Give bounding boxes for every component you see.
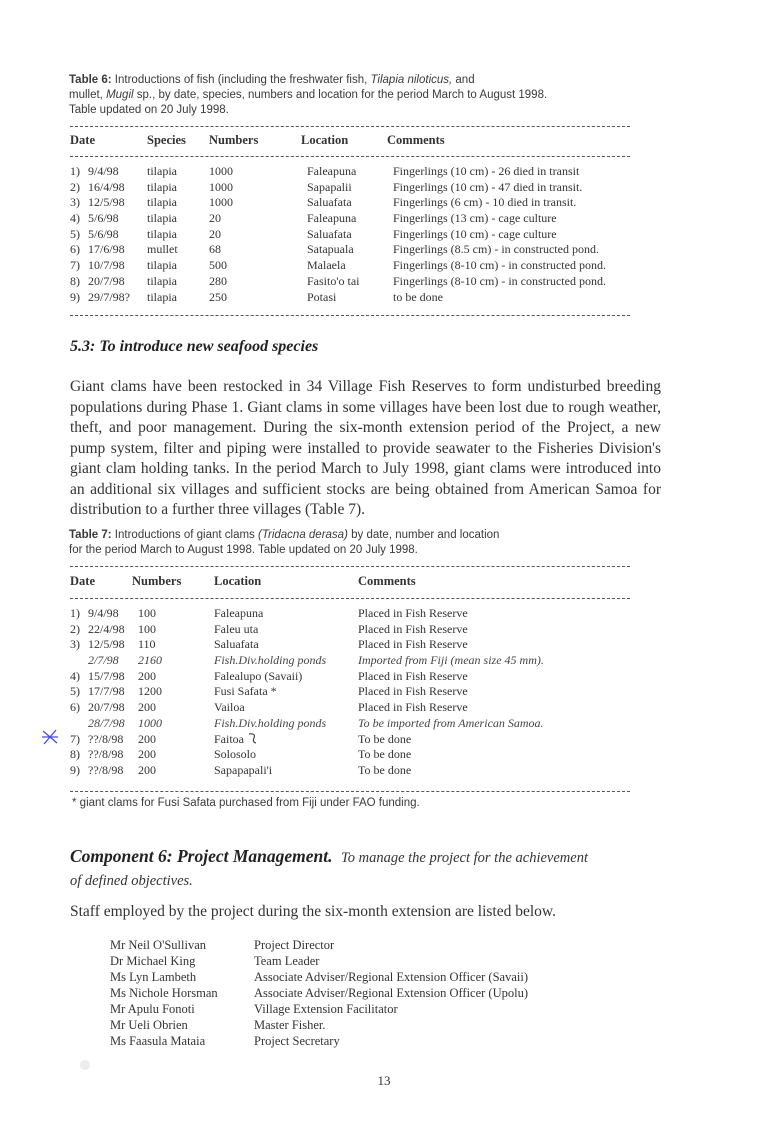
table-cell: Placed in Fish Reserve [358, 668, 468, 683]
table-cell: Placed in Fish Reserve [358, 700, 468, 715]
table6-caption: Table 6: Introductions of fish (including the freshwater fish, Tilapia niloticus, and mullet, Mugil sp., by date, species, numbers and location for the period March to August 1998. Table updated on 20 July 1998. [69, 74, 548, 116]
table-cell: 100 [138, 621, 156, 636]
table-spacer [180, 732, 214, 748]
table-row [70, 763, 544, 779]
table-cell: To be imported from American Samoa. [358, 715, 544, 730]
table-cell: Saluafata [307, 195, 352, 210]
table-cell: Fish.Div.holding ponds [214, 715, 327, 730]
table-cell: Placed in Fish Reserve [358, 606, 468, 620]
table-cell: 7) [70, 731, 80, 746]
table-cell: ??/8/98 [88, 762, 124, 777]
table-cell [70, 653, 88, 669]
table-cell: Sapapalii [307, 179, 352, 194]
table-cell: Fusi Safata * [214, 684, 277, 699]
staff-name: Dr Michael King [110, 954, 196, 968]
table-cell: to be done [393, 289, 443, 304]
table-cell: 4) [70, 668, 80, 683]
table-cell: 17/6/98 [88, 242, 125, 257]
table-cell: To be done [358, 762, 412, 777]
table-cell: Faleapuna [214, 606, 264, 620]
table-cell: Potasi [307, 289, 337, 304]
table-spacer [180, 637, 214, 653]
table-cell: 28/7/98 [88, 715, 125, 730]
page-number: 13 [377, 1073, 391, 1088]
table-row [70, 164, 606, 180]
table-row [70, 732, 544, 748]
table-spacer [180, 669, 214, 685]
table-cell: Sapapapali'i [214, 762, 273, 777]
table-cell: 200 [138, 700, 156, 715]
table-cell: 1) [70, 606, 80, 620]
table-cell: Faleapuna [307, 164, 357, 178]
table-cell: 5) [70, 226, 80, 241]
table-row [70, 242, 606, 258]
table-cell: 200 [138, 731, 156, 746]
table-cell: 7) [70, 258, 80, 273]
table6-header: Date Species Numbers Location Comments [70, 133, 445, 147]
staff-name: Ms Nichole Horsman [110, 986, 218, 1000]
table-row [70, 195, 606, 211]
table-cell: 9) [70, 762, 80, 777]
table-cell: 6) [70, 700, 80, 715]
component6-intro: Staff employed by the project during the six-month extension are listed below. [70, 903, 556, 920]
table-cell: tilapia [147, 164, 177, 178]
table-cell: Placed in Fish Reserve [358, 621, 468, 636]
table-cell: tilapia [147, 273, 177, 288]
table7-body [70, 606, 544, 779]
table-cell: 16/4/98 [88, 179, 125, 194]
staff-role: Team Leader [254, 954, 320, 968]
table-cell: Fingerlings (8-10 cm) - in constructed pond. [393, 258, 606, 273]
table-cell: 1) [70, 164, 80, 178]
table7-rule-header [70, 598, 630, 599]
table-cell: 5/6/98 [88, 226, 119, 241]
table-row [70, 622, 544, 638]
handwritten-squiggle-mark [246, 731, 260, 745]
section-paragraph: Giant clams have been restocked in 34 Village Fish Reserves to form undisturbed breeding populations during Phase 1. Giant clams in some villages have been lost due to rough weather, theft, and poor management. During the six-month extension period of the Project, a new pump system, filter and piping were installed to provide seawater to the Fisheries Division's giant clam holding tanks. In the period March to July 1998, giant clams were introduced into an additional six villages and sufficient stocks are being obtained from American Samoa for distribution to a further three villages (Table 7). [70, 378, 661, 518]
table-cell: ??/8/98 [88, 747, 124, 762]
table-cell: 9/4/98 [88, 606, 119, 620]
table-cell: 20/7/98 [88, 700, 125, 715]
table-row [70, 274, 606, 290]
table-spacer [269, 164, 307, 180]
table-cell: 4) [70, 211, 80, 226]
table-cell: Faitoa [214, 731, 244, 746]
component6-heading: Component 6: Project Management. To manage the project for the achievement of defined objectives. [70, 846, 588, 889]
table-cell: 12/5/98 [88, 637, 125, 652]
table-cell: 280 [209, 273, 227, 288]
table-cell: 22/4/98 [88, 621, 125, 636]
table-cell: 1000 [209, 164, 233, 178]
table-cell: Faleu uta [214, 621, 259, 636]
table-cell: 5/6/98 [88, 211, 119, 226]
staff-name: Mr Neil O'Sullivan [110, 938, 206, 952]
table-cell: Fingerlings (10 cm) - 26 died in transit [393, 164, 580, 178]
table-cell: Placed in Fish Reserve [358, 684, 468, 699]
table-row-highlight [70, 653, 544, 669]
table-spacer [269, 242, 307, 258]
table-row [70, 606, 544, 622]
table-cell: 250 [209, 289, 227, 304]
table-cell: 1200 [138, 684, 162, 699]
table-cell: Fingerlings (8-10 cm) - in constructed pond. [393, 273, 606, 288]
table-cell: Solosolo [214, 747, 257, 762]
table-cell: To be done [358, 731, 412, 746]
staff-row [110, 1001, 528, 1017]
table-cell: 500 [209, 258, 227, 273]
table-cell: 2160 [138, 653, 162, 668]
table-row [70, 211, 606, 227]
table6-body [70, 164, 606, 305]
table-cell: 6) [70, 242, 80, 257]
table-spacer [269, 290, 307, 306]
staff-name: Mr Ueli Obrien [110, 1018, 188, 1032]
table-cell: 20 [209, 226, 221, 241]
staff-row [110, 1017, 528, 1033]
table-cell: Saluafata [214, 637, 259, 652]
table-cell: 68 [209, 242, 221, 257]
table-spacer [269, 227, 307, 243]
table-row [70, 669, 544, 685]
staff-name: Ms Faasula Mataia [110, 1034, 206, 1048]
table-row [70, 684, 544, 700]
table-spacer [180, 684, 214, 700]
staff-role: Project Director [254, 938, 335, 952]
table-cell: 1000 [209, 195, 233, 210]
table-cell: 12/5/98 [88, 195, 125, 210]
table-cell: 9/4/98 [88, 164, 119, 178]
table-row [70, 747, 544, 763]
table-cell: 29/7/98? [88, 289, 130, 304]
table-spacer [180, 700, 214, 716]
staff-role: Associate Adviser/Regional Extension Officer (Savaii) [254, 970, 529, 984]
table-cell: ??/8/98 [88, 731, 124, 746]
table-cell: 200 [138, 762, 156, 777]
table-cell: tilapia [147, 211, 177, 226]
table-cell: 1000 [209, 179, 233, 194]
table-spacer [269, 274, 307, 290]
table-spacer [269, 180, 307, 196]
table-cell: 9) [70, 289, 80, 304]
table-cell: 15/7/98 [88, 668, 125, 683]
table-cell: 3) [70, 637, 80, 652]
table-row [70, 180, 606, 196]
table-cell: 200 [138, 668, 156, 683]
table-cell: Fingerlings (10 cm) - cage culture [393, 226, 557, 241]
table-cell: 8) [70, 273, 80, 288]
table-cell: Fingerlings (10 cm) - 47 died in transit. [393, 179, 583, 194]
staff-row [110, 953, 528, 969]
table-cell: 200 [138, 747, 156, 762]
table-cell: tilapia [147, 289, 177, 304]
table-spacer [269, 211, 307, 227]
table-cell: Fingerlings (8.5 cm) - in constructed pond. [393, 242, 599, 257]
table-cell: mullet [147, 242, 178, 257]
table7-rule-bottom [70, 791, 630, 792]
staff-row [110, 937, 528, 953]
staff-role: Master Fisher. [254, 1018, 326, 1032]
table-row [70, 227, 606, 243]
table-cell: tilapia [147, 258, 177, 273]
table-cell: Falealupo (Savaii) [214, 668, 303, 683]
table-spacer [180, 653, 214, 669]
table-cell: Faleapuna [307, 211, 357, 226]
table-cell: Saluafata [307, 226, 352, 241]
table-row [70, 700, 544, 716]
table7-caption: Table 7: Introductions of giant clams (Tridacna derasa) by date, number and location for the period March to August 1998. Table updated on 20 July 1998. [69, 529, 500, 556]
table-row [70, 258, 606, 274]
table-cell: Fish.Div.holding ponds [214, 653, 327, 668]
table-row-highlight [70, 716, 544, 732]
table6-rule-header [70, 156, 630, 157]
table-cell: 100 [138, 606, 156, 620]
table6-rule-top [70, 126, 630, 127]
table-cell: Fingerlings (13 cm) - cage culture [393, 211, 557, 226]
staff-row [110, 1033, 528, 1049]
staff-role: Associate Adviser/Regional Extension Officer (Upolu) [254, 986, 529, 1000]
table-spacer [180, 622, 214, 638]
staff-role: Project Secretary [254, 1034, 340, 1048]
table-cell: 20/7/98 [88, 273, 125, 288]
table-spacer [180, 763, 214, 779]
table-cell: 17/7/98 [88, 684, 125, 699]
table-row [70, 290, 606, 306]
table-cell: 20 [209, 211, 221, 226]
table-cell: tilapia [147, 195, 177, 210]
table-cell: Fasito'o tai [307, 273, 360, 288]
table-cell: 110 [138, 637, 156, 652]
scan-speck [80, 1060, 90, 1070]
staff-name: Mr Apulu Fonoti [110, 1002, 195, 1016]
table-cell: Fingerlings (6 cm) - 10 died in transit. [393, 195, 577, 210]
table-cell: 8) [70, 747, 80, 762]
table-cell: 3) [70, 195, 80, 210]
table-spacer [269, 258, 307, 274]
table-cell: Imported from Fiji (mean size 45 mm). [358, 653, 544, 668]
table-spacer [180, 747, 214, 763]
table-cell: 10/7/98 [88, 258, 125, 273]
table-cell: Malaela [307, 258, 346, 273]
section-heading: 5.3: To introduce new seafood species [70, 338, 319, 355]
table-cell: To be done [358, 747, 412, 762]
table-cell: Vailoa [214, 700, 245, 715]
table-cell: 2) [70, 621, 80, 636]
table-spacer [180, 606, 214, 622]
table-cell: Placed in Fish Reserve [358, 637, 468, 652]
staff-role: Village Extension Facilitator [254, 1002, 398, 1016]
handwritten-x-mark [40, 728, 60, 746]
staff-list [110, 937, 528, 1049]
staff-row [110, 985, 528, 1001]
table-cell: tilapia [147, 226, 177, 241]
table-cell [70, 716, 88, 732]
table-cell: 5) [70, 684, 80, 699]
table-cell: tilapia [147, 179, 177, 194]
table-spacer [180, 716, 214, 732]
table7-rule-top [70, 566, 630, 567]
staff-row [110, 969, 528, 985]
table7-header: Date Numbers Location Comments [70, 574, 416, 588]
table-row [70, 637, 544, 653]
table-cell: Satapuala [307, 242, 354, 257]
table-cell: 1000 [138, 715, 162, 730]
table-spacer [269, 195, 307, 211]
table6-rule-bottom [70, 315, 630, 316]
table-cell: 2) [70, 179, 80, 194]
table-cell: 2/7/98 [88, 653, 119, 668]
staff-name: Ms Lyn Lambeth [110, 970, 197, 984]
table7-footnote: * giant clams for Fusi Safata purchased from Fiji under FAO funding. [72, 797, 420, 809]
